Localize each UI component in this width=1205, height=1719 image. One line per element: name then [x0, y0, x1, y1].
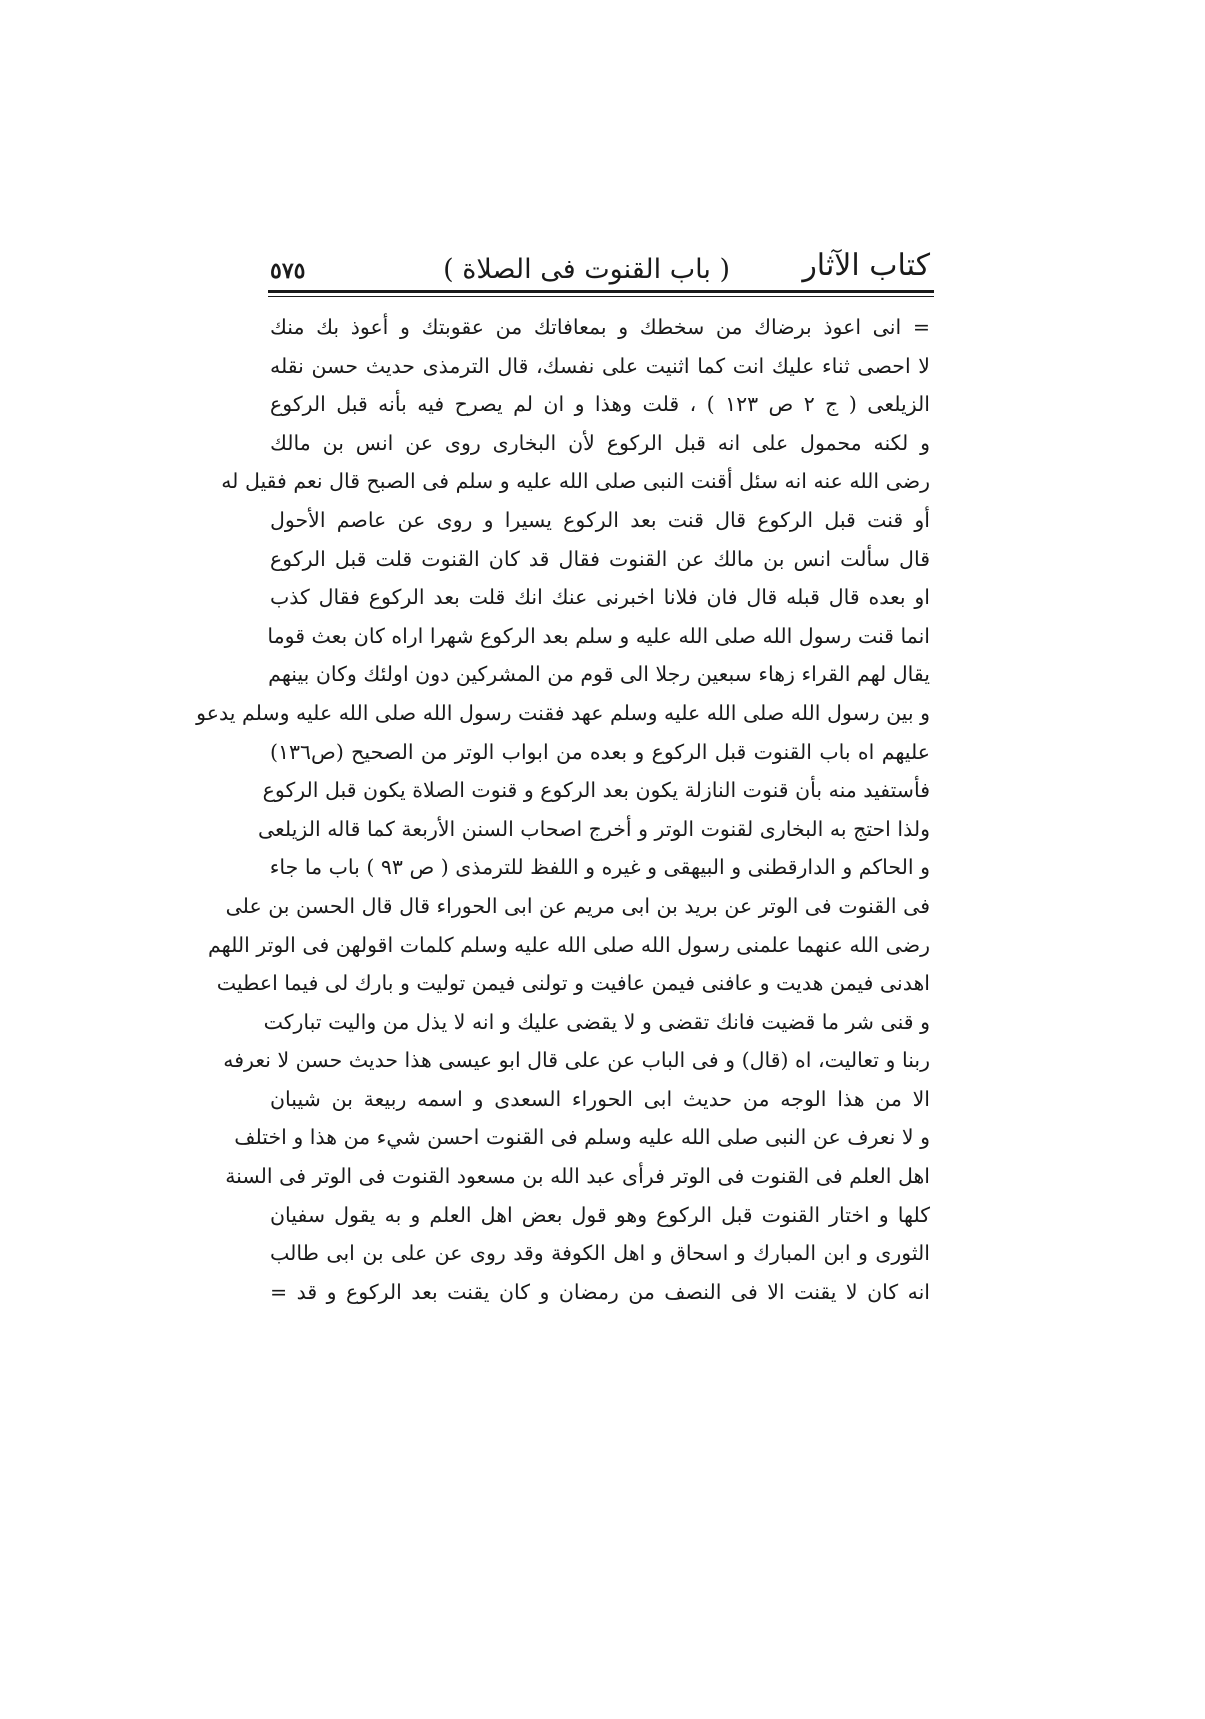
page-number: ٥٧٥: [270, 258, 306, 284]
text-line: اهدنى فيمن هديت و عافنى فيمن عافيت و تولنى فيمن توليت و بارك لى فيما اعطيت: [216, 971, 930, 996]
text-line: يقال لهم القراء زهاء سبعين رجلا الى قوم من المشركين دون اولئك وكان بينهم: [268, 662, 930, 687]
header-rule-thin: [268, 296, 934, 297]
text-line: = انى اعوذ برضاك من سخطك و بمعافاتك من عقوبتك و أعوذ بك منك: [270, 315, 931, 339]
text-line: الزيلعى ( ج ٢ ص ١٢٣ ) ، قلت وهذا و ان لم يصرح فيه بأنه قبل الركوع: [270, 392, 930, 417]
text-line: عليهم اه باب القنوت قبل الركوع و بعده من ابواب الوتر من الصحيح (ص١٣٦): [270, 739, 930, 764]
text-line: لا احصى ثناء عليك انت كما اثنيت على نفسك، قال الترمذى حديث حسن نقله: [270, 353, 930, 378]
text-line: او بعده قال قبله قال فان فلانا اخبرنى عنك انك قلت بعد الركوع فقال كذب: [270, 585, 930, 610]
text-line: الا من هذا الوجه من حديث ابى الحوراء السعدى و اسمه ربيعة بن شيبان: [270, 1086, 930, 1111]
text-line: و لكنه محمول على انه قبل الركوع لأن البخارى روى عن انس بن مالك: [270, 430, 930, 455]
text-line: فى القنوت فى الوتر عن بريد بن ابى مريم عن ابى الحوراء قال قال الحسن بن على: [225, 893, 930, 918]
text-line: أو قنت قبل الركوع قال قنت بعد الركوع يسيرا و روى عن عاصم الأحول: [270, 507, 930, 532]
text-line: ربنا و تعاليت، اه (قال) و فى الباب عن على قال ابو عيسى هذا حديث حسن لا نعرفه: [223, 1048, 930, 1073]
text-line: رضى الله عنهما علمنى رسول الله صلى الله عليه وسلم كلمات اقولهن فى الوتر اللهم: [207, 932, 930, 957]
text-line: رضى الله عنه انه سئل أقنت النبى صلى الله عليه و سلم فى الصبح قال نعم فقيل له: [221, 469, 930, 494]
chapter-title: ( باب القنوت فى الصلاة ): [443, 254, 730, 285]
text-line: الثورى و ابن المبارك و اسحاق و اهل الكوفة وقد روى عن على بن ابى طالب: [270, 1241, 930, 1266]
book-title: كتاب الآثار: [802, 248, 930, 283]
body-text: [196, 308, 931, 1311]
text-line: اهل العلم فى القنوت فى الوتر فرأى عبد الله بن مسعود القنوت فى الوتر فى السنة: [225, 1164, 930, 1189]
page-header: [270, 248, 930, 288]
text-line: و الحاكم و الدارقطنى و البيهقى و غيره و اللفظ للترمذى ( ص ٩٣ ) باب ما جاء: [269, 855, 930, 880]
text-line: كلها و اختار القنوت قبل الركوع وهو قول بعض اهل العلم و به يقول سفيان: [270, 1202, 930, 1227]
text-line: انه كان لا يقنت الا فى النصف من رمضان و كان يقنت بعد الركوع و قد =: [270, 1279, 930, 1304]
text-line: و لا نعرف عن النبى صلى الله عليه وسلم فى القنوت احسن شيء من هذا و اختلف: [234, 1125, 930, 1150]
text-line: و قنى شر ما قضيت فانك تقضى و لا يقضى عليك و انه لا يذل من واليت تباركت: [263, 1009, 930, 1034]
text-line: انما قنت رسول الله صلى الله عليه و سلم بعد الركوع شهرا اراه كان بعث قوما: [267, 623, 930, 648]
text-line: فأستفيد منه بأن قنوت النازلة يكون بعد الركوع و قنوت الصلاة يكون قبل الركوع: [262, 778, 930, 803]
text-line: قال سألت انس بن مالك عن القنوت فقال قد كان القنوت قلت قبل الركوع: [270, 546, 930, 571]
text-line: و بين رسول الله صلى الله عليه وسلم عهد فقنت رسول الله صلى الله عليه وسلم يدعو: [196, 700, 930, 725]
text-line: ولذا احتج به البخارى لقنوت الوتر و أخرج اصحاب السنن الأربعة كما قاله الزيلعى: [257, 816, 930, 841]
header-rule: [268, 290, 934, 293]
